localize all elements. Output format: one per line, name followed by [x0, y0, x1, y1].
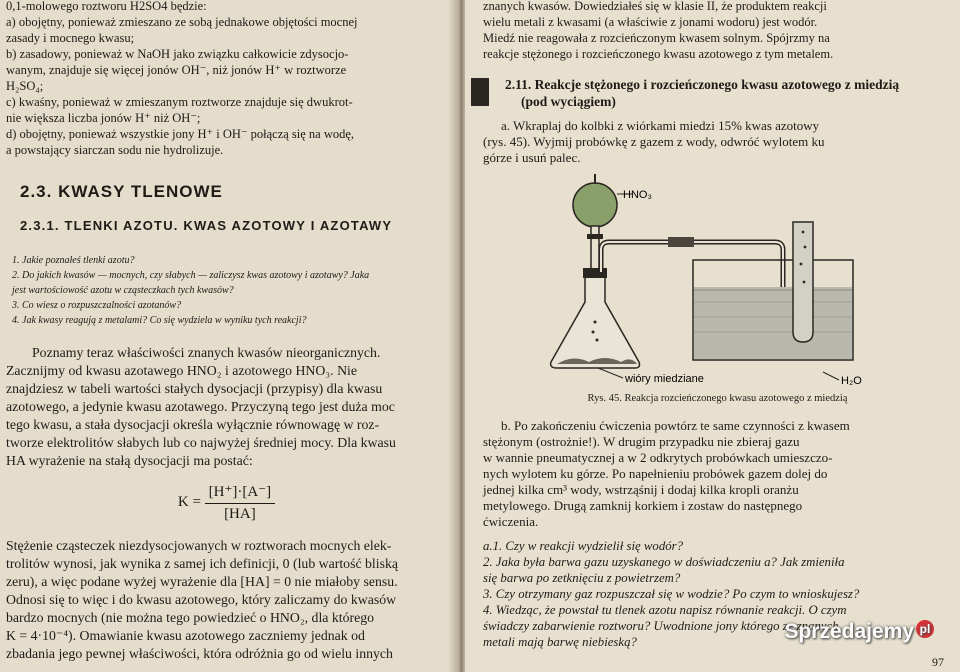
text-line: wielu metali z kwasami (a właściwie z jonami wodoru) jest wodór.	[483, 15, 818, 29]
dissociation-formula	[6, 482, 447, 523]
question-line: 4. Wiedząc, że powstał tu tlenek azotu napisz równanie reakcji. O czym	[483, 603, 847, 617]
text-line: metylowego. Drugą zamknij korkiem i zostaw do następnego	[483, 498, 803, 513]
watermark-text: Sprzedajemy	[784, 620, 914, 643]
text-line: nie większa liczba jonów H⁺ niż OH⁻;	[6, 111, 201, 125]
test-tube-icon	[793, 222, 813, 342]
watermark-badge: pl	[916, 620, 934, 638]
text-line: a. Wkraplaj do kolbki z wiórkami miedzi 15% kwas azotowy	[501, 118, 820, 133]
text-line: ćwiczenia.	[483, 514, 539, 529]
text-line: znajdziesz w tabeli wartości stałych dysocjacji (przypisy) dla kwasu	[6, 381, 383, 396]
question-line: metali mają barwę niebieską?	[483, 635, 637, 649]
apparatus-figure	[543, 172, 873, 387]
label-water: H₂O	[841, 375, 862, 387]
text-line: zbadania jego pewnej właściwości, która odróżnia go od wielu innych	[6, 646, 393, 661]
text-line: azotowego, a jedynie kwasu azotawego. Przyczyną tego jest duża moc	[6, 399, 395, 414]
right-top-text	[483, 0, 952, 62]
question-line: jest wartościowość azotu w cząsteczkach tych kwasów?	[12, 285, 234, 296]
text-line: Odnosi się to więc i do kwasu azotowego, który zaliczamy do kwasów	[6, 592, 397, 607]
left-top-text	[6, 0, 447, 158]
right-page	[465, 0, 960, 672]
text-line: bardzo mocnych (nie można tego powiedzieć o HNO₂, dla którego	[6, 610, 375, 625]
review-questions	[6, 253, 447, 328]
question-line: świadczy zabarwienie roztworu? Uwodnione jony którego ze znanych	[483, 619, 839, 633]
text-line: Miedź nie reagowała z rozcieńczonym kwasem solnym. Spójrzmy na	[483, 31, 830, 45]
text-line: znanych kwasów. Dowiedziałeś się w klasie II, że produktem reakcji	[483, 0, 827, 13]
text-line: tego kwasu, a stała dysocjacji określa wyłącznie równowagę w roz-	[6, 417, 380, 432]
text-line: górze i usuń palec.	[483, 150, 581, 165]
text-line: jednej kilka cm³ wody, wstrząśnij i dodaj kilka kropli oranżu	[483, 482, 799, 497]
question-line: 3. Co wiesz o rozpuszczalności azotanów?	[12, 300, 182, 311]
question-line: a.1. Czy w reakcji wydzielił się wodór?	[483, 539, 683, 553]
page-number: 97	[932, 655, 944, 669]
text-line: H₂SO₄;	[6, 79, 44, 93]
subsection-heading: 2.3.1. TLENKI AZOTU. KWAS AZOTOWY I AZOTAWY	[20, 218, 393, 233]
experiment-heading	[483, 76, 952, 110]
question-line: 4. Jak kwasy reagują z metalami? Co się wydziela w wyniku tych reakcji?	[12, 315, 307, 326]
figure-caption: Rys. 45. Reakcja rozcieńczonego kwasu azotowego z miedzią	[587, 393, 848, 404]
question-line: 2. Do jakich kwasów — mocnych, czy słabych — zaliczysz kwas azotowy i azotawy? Jaka	[12, 270, 370, 281]
text-line: a powstający siarczan sodu nie hydrolizuje.	[6, 143, 224, 157]
text-line: zasady i mocnego kwasu;	[6, 31, 135, 45]
text-line: zeru), a więc podane wyżej wyrażenie dla [HA] = 0 nie miałoby sensu.	[6, 574, 398, 589]
formula-denominator: [HA]	[224, 506, 256, 522]
step-b	[483, 418, 952, 530]
watermark-logo	[784, 620, 934, 644]
question-line: 3. Czy otrzymany gaz rozpuszczał się w wodzie? Po czym to wnioskujesz?	[483, 587, 860, 601]
text-line: Zacznijmy od kwasu azotawego HNO₂ i azotowego HNO₃. Nie	[6, 363, 357, 378]
delivery-tube-icon	[601, 237, 783, 287]
text-line: 0,1-molowego roztworu H2SO4 będzie:	[6, 0, 207, 13]
text-line: b) zasadowy, ponieważ w NaOH jako związku całkowicie zdysocjo-	[6, 47, 349, 61]
text-line: b. Po zakończeniu ćwiczenia powtórz te same czynności z kwasem	[501, 418, 850, 433]
label-hno3: HNO₃	[623, 189, 652, 201]
paragraph-intro	[6, 344, 447, 470]
label-copper-shavings: wióry miedziane	[625, 373, 704, 385]
text-line: a) obojętny, ponieważ zmieszano ze sobą jednakowe objętości mocnej	[6, 15, 358, 29]
section-marker-icon	[471, 78, 489, 106]
text-line: reakcje stężonego i rozcieńczonego kwasu azotowego z tym metalem.	[483, 47, 834, 61]
left-page	[0, 0, 455, 672]
question-line: 1. Jakie poznałeś tlenki azotu?	[12, 255, 135, 266]
text-line: Poznamy teraz właściwości znanych kwasów nieorganicznych.	[32, 345, 381, 360]
text-line: c) kwaśny, ponieważ w zmieszanym roztworze znajduje się dwukrot-	[6, 95, 353, 109]
text-line: Stężenie cząsteczek niezdysocjowanych w roztworach mocnych elek-	[6, 538, 392, 553]
text-line: stężonym (ostrożnie!). W drugim przypadku nie zbieraj gazu	[483, 434, 800, 449]
text-line: w wannie pneumatycznej a w 2 odkrytych probówkach umieszczo-	[483, 450, 833, 465]
text-line: nych wylotem ku górze. Po napełnieniu probówek gazem dolej do	[483, 466, 828, 481]
section-heading: 2.3. KWASY TLENOWE	[20, 182, 223, 201]
paragraph-strong-electrolytes	[6, 537, 447, 663]
text-line: d) obojętny, ponieważ wszystkie jony H⁺ i OH⁻ połączą się na wodę,	[6, 127, 355, 141]
water-trough-icon	[693, 260, 853, 360]
text-line: wanym, znajduje się więcej jonów OH⁻, niż jonów H⁺ w roztworze	[6, 63, 347, 77]
text-line: HA wyrażenie na stałą dysocjacji ma postać:	[6, 453, 253, 468]
formula-numerator: [H⁺]·[A⁻]	[205, 482, 275, 504]
text-line: tworze elektrolitów słabych lub co najwyżej średniej mocy. Dla kwasu	[6, 435, 396, 450]
text-line: trolitów wynosi, jak wynika z samej ich definicji, 0 (lub wartość bliską	[6, 556, 398, 571]
step-a	[483, 118, 952, 166]
text-line: K = 4·10⁻⁴). Omawianie kwasu azotowego zaczniemy jednak od	[6, 628, 365, 643]
conical-flask-icon	[551, 268, 640, 368]
formula-fraction	[205, 482, 275, 523]
formula-lhs: K =	[177, 493, 201, 510]
experiment-subtitle: (pod wyciągiem)	[521, 94, 616, 109]
text-line: (rys. 45). Wyjmij probówkę z gazem z wody, odwróć wylotem ku	[483, 134, 825, 149]
question-line: 2. Jaka była barwa gazu uzyskanego w doświadczeniu a? Jak zmieniła	[483, 555, 845, 569]
experiment-title: 2.11. Reakcje stężonego i rozcieńczonego kwasu azotowego z miedzią	[505, 77, 900, 92]
question-line: się barwa po zetknięciu z powietrzem?	[483, 571, 681, 585]
